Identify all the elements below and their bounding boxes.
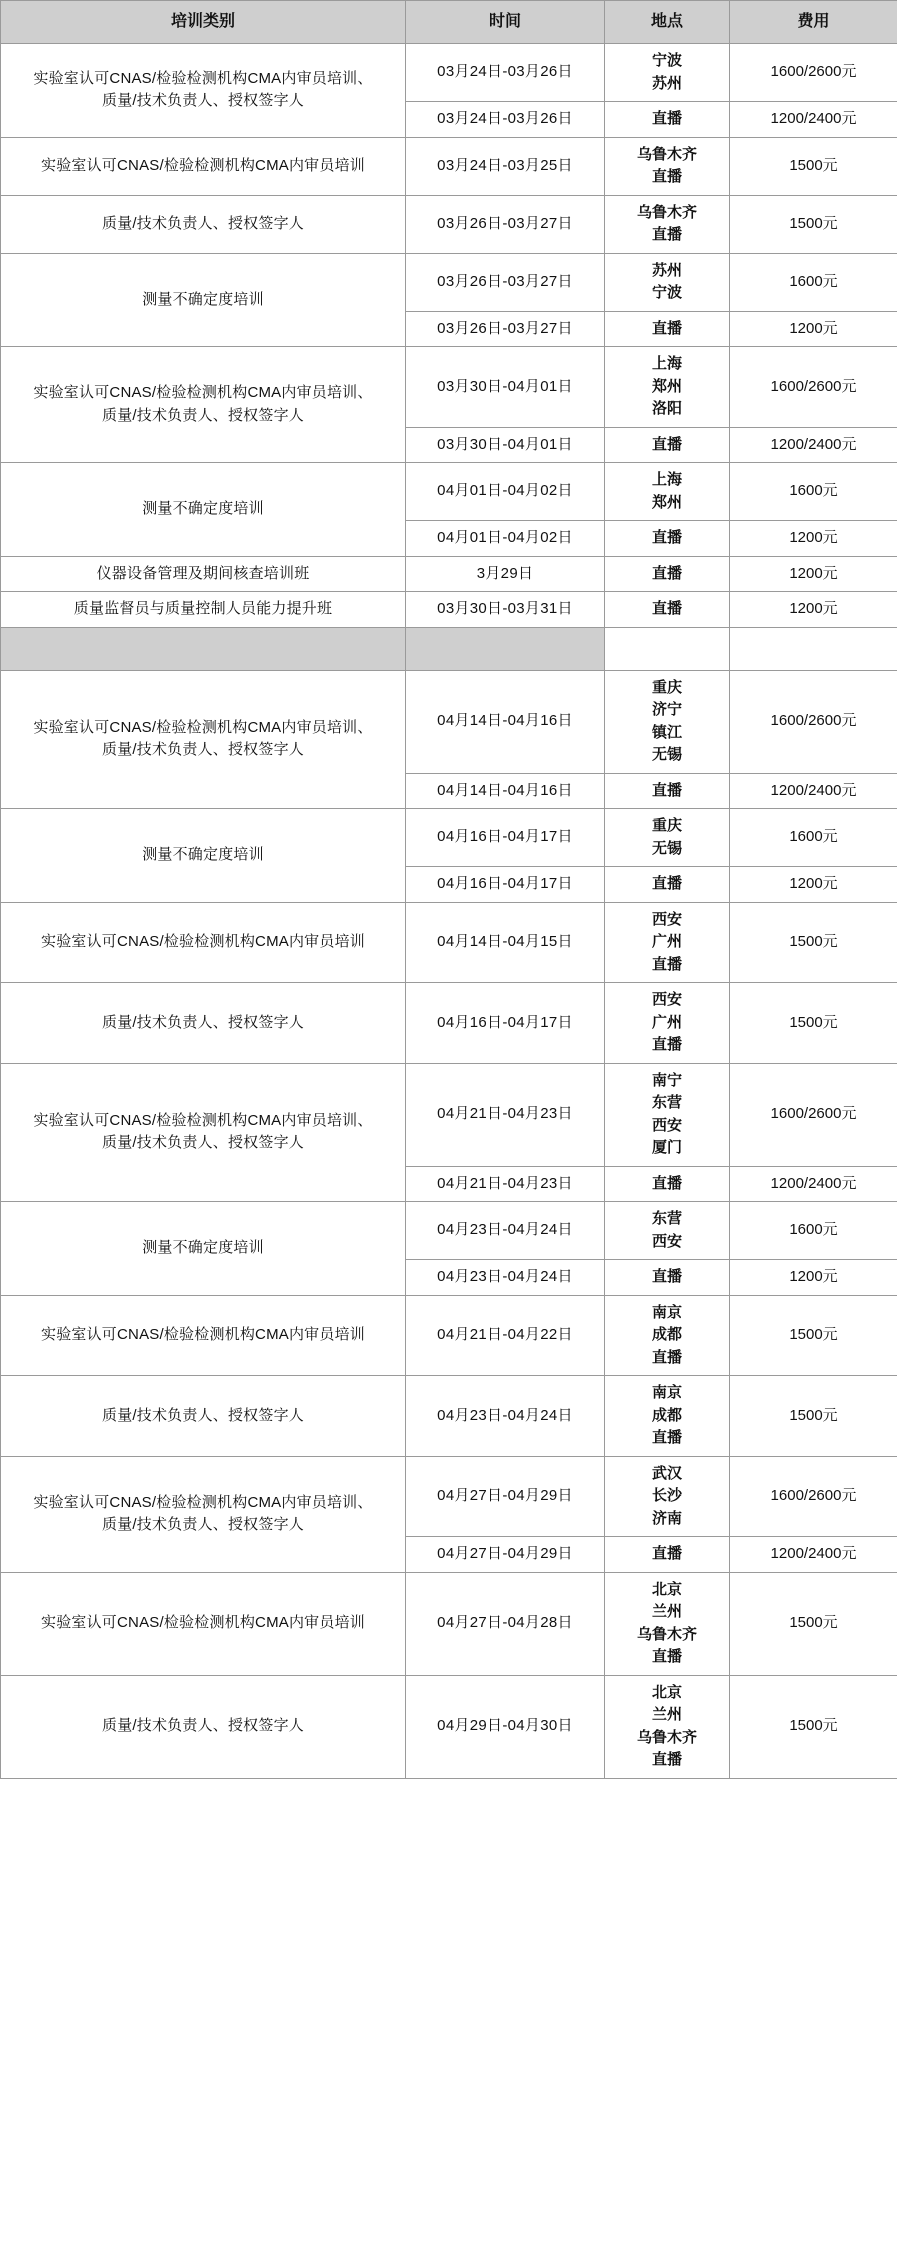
- table-row: [1, 1063, 897, 1166]
- cell-category: 实验室认可CNAS/检验检测机构CMA内审员培训、 质量/技术负责人、授权签字人: [1, 1456, 406, 1572]
- cell-time: 03月30日-03月31日: [406, 592, 605, 628]
- cell-fee: 1200元: [730, 867, 897, 903]
- cell-place: 西安 广州 直播: [605, 983, 730, 1064]
- cell-category: 实验室认可CNAS/检验检测机构CMA内审员培训、 质量/技术负责人、授权签字人: [1, 347, 406, 463]
- cell-fee: 1600元: [730, 253, 897, 311]
- table-row: [1, 44, 897, 102]
- table-section-separator: [1, 627, 897, 670]
- cell-place: 上海 郑州 洛阳: [605, 347, 730, 428]
- column-header-place: 地点: [605, 1, 730, 44]
- cell-time: 3月29日: [406, 556, 605, 592]
- cell-fee: 1500元: [730, 902, 897, 983]
- cell-place: 宁波 苏州: [605, 44, 730, 102]
- cell-category: 测量不确定度培训: [1, 1202, 406, 1296]
- cell-fee: 1500元: [730, 1675, 897, 1778]
- cell-place: 南京 成都 直播: [605, 1376, 730, 1457]
- cell-time: 04月21日-04月23日: [406, 1166, 605, 1202]
- cell-time: 03月30日-04月01日: [406, 347, 605, 428]
- cell-time: 04月21日-04月22日: [406, 1295, 605, 1376]
- cell-place: 直播: [605, 1166, 730, 1202]
- table-row: [1, 1456, 897, 1537]
- cell-time: 03月26日-03月27日: [406, 195, 605, 253]
- table-row: [1, 1202, 897, 1260]
- cell-fee: 1600元: [730, 809, 897, 867]
- cell-fee: 1200/2400元: [730, 773, 897, 809]
- cell-time: 04月01日-04月02日: [406, 521, 605, 557]
- cell-place: 乌鲁木齐 直播: [605, 137, 730, 195]
- cell-time: 04月27日-04月28日: [406, 1572, 605, 1675]
- cell-time: 04月29日-04月30日: [406, 1675, 605, 1778]
- table-row: [1, 670, 897, 773]
- cell-time: 04月14日-04月16日: [406, 773, 605, 809]
- table-row: [1, 983, 897, 1064]
- cell-category: 质量/技术负责人、授权签字人: [1, 1376, 406, 1457]
- cell-category: 质量/技术负责人、授权签字人: [1, 983, 406, 1064]
- cell-category: 实验室认可CNAS/检验检测机构CMA内审员培训、 质量/技术负责人、授权签字人: [1, 44, 406, 138]
- table-header: [1, 1, 897, 44]
- cell-time: 03月24日-03月26日: [406, 102, 605, 138]
- cell-time: 03月24日-03月26日: [406, 44, 605, 102]
- cell-category: 测量不确定度培训: [1, 253, 406, 347]
- cell-category: 质量/技术负责人、授权签字人: [1, 1675, 406, 1778]
- cell-place: 武汉 长沙 济南: [605, 1456, 730, 1537]
- cell-place: 北京 兰州 乌鲁木齐 直播: [605, 1675, 730, 1778]
- cell-category: 实验室认可CNAS/检验检测机构CMA内审员培训、 质量/技术负责人、授权签字人: [1, 1063, 406, 1202]
- cell-place: 直播: [605, 102, 730, 138]
- cell-fee: 1200元: [730, 592, 897, 628]
- table-row: [1, 1295, 897, 1376]
- table-row: [1, 137, 897, 195]
- cell-time: 04月16日-04月17日: [406, 809, 605, 867]
- table-row: [1, 809, 897, 867]
- column-header-category: 培训类别: [1, 1, 406, 44]
- table-header-row: [1, 1, 897, 44]
- cell-place: 北京 兰州 乌鲁木齐 直播: [605, 1572, 730, 1675]
- separator-cell-place: [605, 627, 730, 670]
- cell-time: 03月26日-03月27日: [406, 253, 605, 311]
- cell-place: 直播: [605, 556, 730, 592]
- cell-fee: 1500元: [730, 983, 897, 1064]
- cell-place: 乌鲁木齐 直播: [605, 195, 730, 253]
- cell-place: 直播: [605, 773, 730, 809]
- cell-time: 03月30日-04月01日: [406, 427, 605, 463]
- column-header-time: 时间: [406, 1, 605, 44]
- cell-time: 04月23日-04月24日: [406, 1260, 605, 1296]
- cell-fee: 1200/2400元: [730, 102, 897, 138]
- cell-place: 上海 郑州: [605, 463, 730, 521]
- cell-time: 04月27日-04月29日: [406, 1456, 605, 1537]
- cell-place: 直播: [605, 867, 730, 903]
- cell-category: 质量/技术负责人、授权签字人: [1, 195, 406, 253]
- cell-category: 实验室认可CNAS/检验检测机构CMA内审员培训、 质量/技术负责人、授权签字人: [1, 670, 406, 809]
- cell-fee: 1500元: [730, 1572, 897, 1675]
- cell-fee: 1200/2400元: [730, 1537, 897, 1573]
- cell-fee: 1200/2400元: [730, 1166, 897, 1202]
- cell-fee: 1200元: [730, 311, 897, 347]
- cell-time: 04月14日-04月15日: [406, 902, 605, 983]
- table-row: [1, 556, 897, 592]
- table-row: [1, 347, 897, 428]
- cell-time: 04月01日-04月02日: [406, 463, 605, 521]
- cell-fee: 1500元: [730, 1295, 897, 1376]
- cell-time: 03月24日-03月25日: [406, 137, 605, 195]
- cell-fee: 1500元: [730, 137, 897, 195]
- cell-place: 南京 成都 直播: [605, 1295, 730, 1376]
- cell-fee: 1600/2600元: [730, 1063, 897, 1166]
- cell-fee: 1600/2600元: [730, 44, 897, 102]
- separator-cell-category: [1, 627, 406, 670]
- cell-category: 仪器设备管理及期间核查培训班: [1, 556, 406, 592]
- cell-place: 南宁 东营 西安 厦门: [605, 1063, 730, 1166]
- cell-category: 实验室认可CNAS/检验检测机构CMA内审员培训: [1, 137, 406, 195]
- cell-time: 04月21日-04月23日: [406, 1063, 605, 1166]
- separator-cell-fee: [730, 627, 897, 670]
- column-header-fee: 费用: [730, 1, 897, 44]
- cell-fee: 1600/2600元: [730, 670, 897, 773]
- cell-fee: 1200元: [730, 556, 897, 592]
- cell-place: 东营 西安: [605, 1202, 730, 1260]
- cell-time: 04月14日-04月16日: [406, 670, 605, 773]
- cell-fee: 1500元: [730, 1376, 897, 1457]
- table-row: [1, 1572, 897, 1675]
- cell-place: 直播: [605, 1260, 730, 1296]
- cell-place: 重庆 济宁 镇江 无锡: [605, 670, 730, 773]
- table-row: [1, 1675, 897, 1778]
- cell-time: 04月23日-04月24日: [406, 1376, 605, 1457]
- cell-category: 实验室认可CNAS/检验检测机构CMA内审员培训: [1, 1295, 406, 1376]
- cell-fee: 1200元: [730, 521, 897, 557]
- cell-time: 04月16日-04月17日: [406, 867, 605, 903]
- cell-fee: 1600/2600元: [730, 347, 897, 428]
- cell-category: 实验室认可CNAS/检验检测机构CMA内审员培训: [1, 902, 406, 983]
- table-row: [1, 902, 897, 983]
- cell-fee: 1600/2600元: [730, 1456, 897, 1537]
- cell-category: 测量不确定度培训: [1, 463, 406, 557]
- cell-place: 直播: [605, 311, 730, 347]
- table-row: [1, 463, 897, 521]
- cell-fee: 1600元: [730, 1202, 897, 1260]
- cell-fee: 1600元: [730, 463, 897, 521]
- cell-place: 直播: [605, 521, 730, 557]
- cell-fee: 1200/2400元: [730, 427, 897, 463]
- cell-fee: 1500元: [730, 195, 897, 253]
- table-row: [1, 592, 897, 628]
- separator-cell-time: [406, 627, 605, 670]
- cell-category: 质量监督员与质量控制人员能力提升班: [1, 592, 406, 628]
- cell-time: 03月26日-03月27日: [406, 311, 605, 347]
- cell-place: 西安 广州 直播: [605, 902, 730, 983]
- cell-time: 04月23日-04月24日: [406, 1202, 605, 1260]
- cell-place: 重庆 无锡: [605, 809, 730, 867]
- table-body: [1, 44, 897, 1779]
- table-row: [1, 195, 897, 253]
- cell-place: 直播: [605, 427, 730, 463]
- cell-time: 04月27日-04月29日: [406, 1537, 605, 1573]
- table-row: [1, 253, 897, 311]
- cell-place: 苏州 宁波: [605, 253, 730, 311]
- cell-place: 直播: [605, 1537, 730, 1573]
- cell-category: 测量不确定度培训: [1, 809, 406, 903]
- cell-time: 04月16日-04月17日: [406, 983, 605, 1064]
- table-row: [1, 1376, 897, 1457]
- cell-fee: 1200元: [730, 1260, 897, 1296]
- cell-category: 实验室认可CNAS/检验检测机构CMA内审员培训: [1, 1572, 406, 1675]
- cell-place: 直播: [605, 592, 730, 628]
